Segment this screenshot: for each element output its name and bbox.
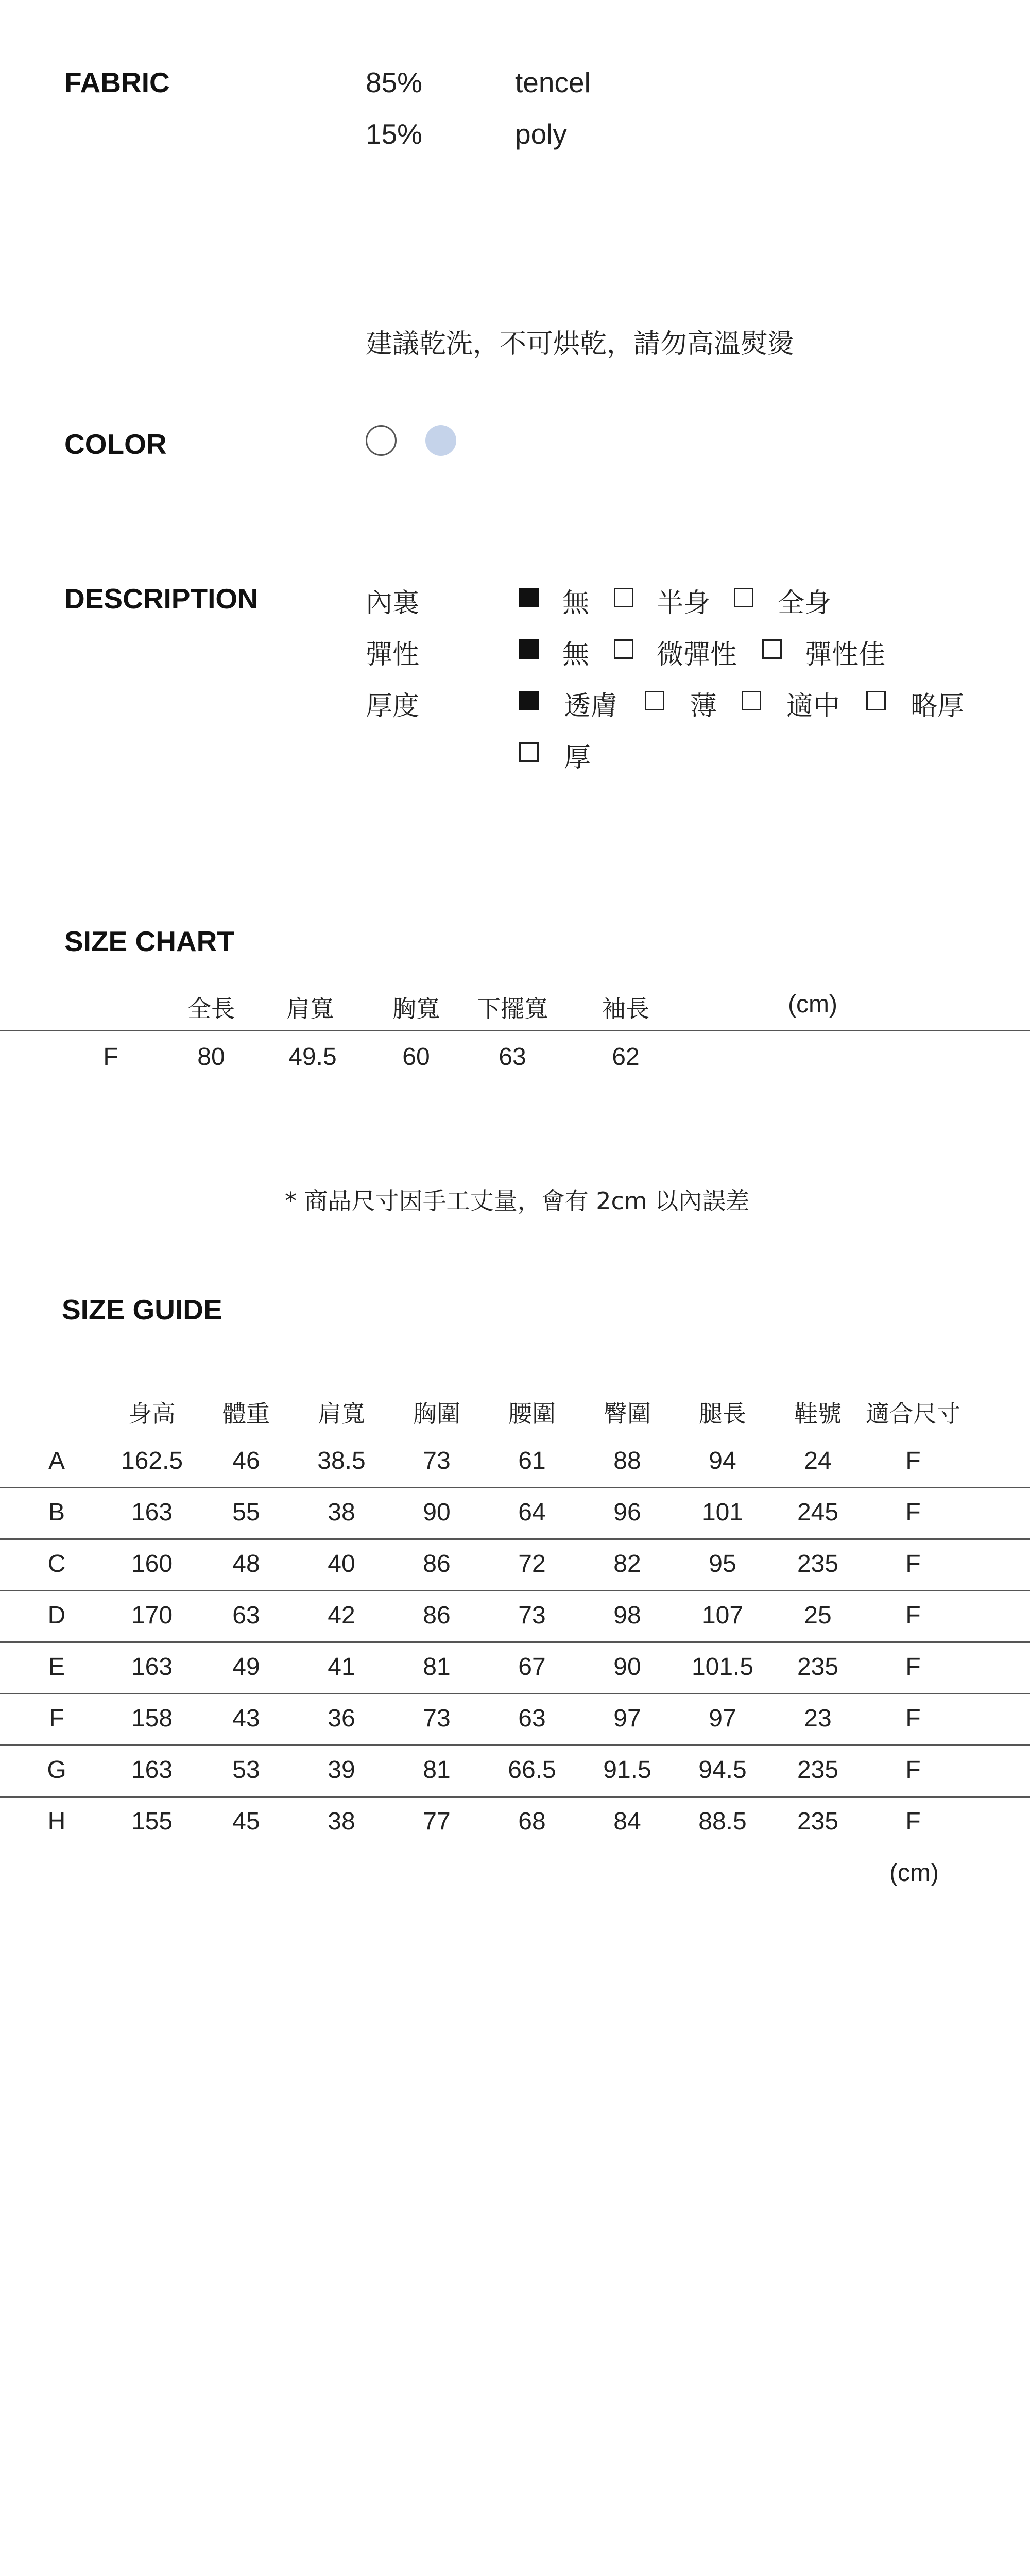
size-guide-cell: 101 (701, 1499, 744, 1526)
option-elasticity-slight: 微彈性 (657, 639, 737, 670)
description-title: DESCRIPTION (64, 583, 258, 615)
size-guide-row-label: D (47, 1602, 66, 1629)
size-chart-header: 胸寬 (392, 995, 440, 1023)
size-guide-cell: 67 (518, 1653, 546, 1681)
size-guide-cell: F (905, 1756, 921, 1784)
size-guide-cell: 81 (423, 1756, 451, 1784)
size-guide-cell: 162.5 (121, 1447, 183, 1475)
size-guide-row-label: C (47, 1550, 66, 1578)
size-guide-row-label: B (48, 1499, 65, 1526)
option-thickness-sheer: 透膚 (564, 691, 618, 722)
size-guide-cell: 63 (232, 1602, 260, 1629)
option-elasticity-none: 無 (562, 639, 590, 670)
size-guide-divider (0, 1796, 1030, 1798)
size-chart-cell: 60 (402, 1043, 430, 1071)
size-guide-cell: F (905, 1550, 921, 1578)
size-guide-cell: 95 (709, 1550, 736, 1578)
checkbox-thickness-medium (742, 691, 761, 710)
size-guide-cell: 90 (423, 1499, 451, 1526)
size-guide-cell: 73 (423, 1447, 451, 1475)
size-guide-cell: 49 (232, 1653, 260, 1681)
size-chart-divider (0, 1030, 1030, 1031)
size-guide-unit: (cm) (889, 1859, 939, 1887)
checkbox-lining-full (734, 588, 753, 607)
size-guide-cell: 86 (423, 1550, 451, 1578)
size-guide-cell: 98 (613, 1602, 641, 1629)
size-guide-header: 胸圍 (413, 1400, 460, 1428)
size-guide-divider (0, 1693, 1030, 1694)
size-guide-cell: 235 (797, 1808, 839, 1835)
size-guide-cell: 63 (518, 1705, 546, 1732)
size-guide-cell: F (905, 1705, 921, 1732)
checkbox-elasticity-slight (614, 639, 633, 659)
size-guide-cell: 155 (131, 1808, 173, 1835)
size-chart-cell: 80 (197, 1043, 225, 1071)
option-thickness-thick: 厚 (564, 742, 591, 773)
size-guide-cell: 25 (804, 1602, 832, 1629)
size-chart-note: * 商品尺寸因手工丈量，會有 2cm 以內誤差 (285, 1187, 750, 1215)
size-guide-header: 適合尺寸 (866, 1400, 960, 1428)
size-chart-size-label: F (103, 1043, 118, 1071)
size-guide-header: 身高 (128, 1400, 176, 1428)
size-guide-divider (0, 1487, 1030, 1488)
size-guide-cell: 73 (518, 1602, 546, 1629)
size-chart-header: 下擺寬 (477, 995, 548, 1023)
size-guide-cell: 46 (232, 1447, 260, 1475)
size-guide-cell: 66.5 (508, 1756, 556, 1784)
size-guide-cell: 45 (232, 1808, 260, 1835)
size-guide-header: 體重 (222, 1400, 270, 1428)
option-lining-half: 半身 (657, 588, 711, 619)
desc-label-thickness: 厚度 (366, 691, 420, 722)
size-guide-cell: 94.5 (698, 1756, 747, 1784)
size-guide-header: 肩寬 (318, 1400, 365, 1428)
size-chart-header: 肩寬 (286, 995, 334, 1023)
desc-label-lining: 內裏 (366, 588, 420, 619)
size-guide-header: 腰圍 (508, 1400, 556, 1428)
checkbox-thickness-thick (519, 742, 539, 762)
size-guide-title: SIZE GUIDE (62, 1294, 222, 1326)
size-guide-row-label: F (49, 1705, 64, 1732)
option-elasticity-good: 彈性佳 (805, 639, 886, 670)
size-guide-cell: 73 (423, 1705, 451, 1732)
size-guide-cell: 81 (423, 1653, 451, 1681)
checkbox-thickness-slightly-thick (866, 691, 886, 710)
size-guide-cell: F (905, 1653, 921, 1681)
size-guide-cell: 38.5 (317, 1447, 366, 1475)
size-guide-header: 腿長 (699, 1400, 746, 1428)
fabric-pct-2: 15% (366, 118, 423, 150)
size-guide-cell: F (905, 1602, 921, 1629)
fabric-pct-1: 85% (366, 66, 423, 98)
size-guide-cell: 53 (232, 1756, 260, 1784)
size-guide-cell: 24 (804, 1447, 832, 1475)
color-swatch-light-blue[interactable] (425, 425, 456, 456)
size-guide-cell: 163 (131, 1653, 173, 1681)
checkbox-lining-half (614, 588, 633, 607)
size-guide-cell: 41 (328, 1653, 355, 1681)
size-guide-cell: F (905, 1499, 921, 1526)
size-guide-cell: 107 (701, 1602, 744, 1629)
size-guide-cell: 160 (131, 1550, 173, 1578)
size-guide-cell: 23 (804, 1705, 832, 1732)
size-guide-cell: 40 (328, 1550, 355, 1578)
fabric-name-1: tencel (515, 66, 591, 98)
size-guide-header: 臀圍 (604, 1400, 651, 1428)
size-guide-cell: 38 (328, 1808, 355, 1835)
size-guide-header: 鞋號 (794, 1400, 842, 1428)
color-title: COLOR (64, 428, 167, 460)
size-chart-title: SIZE CHART (64, 925, 234, 957)
size-chart-header: 全長 (187, 995, 235, 1023)
size-chart-cell: 63 (499, 1043, 526, 1071)
size-guide-cell: 88.5 (698, 1808, 747, 1835)
checkbox-elasticity-none (519, 639, 539, 659)
checkbox-elasticity-good (762, 639, 782, 659)
size-guide-cell: 170 (131, 1602, 173, 1629)
size-guide-row-label: E (48, 1653, 65, 1681)
fabric-title: FABRIC (64, 66, 170, 98)
size-guide-cell: 94 (709, 1447, 736, 1475)
checkbox-lining-none (519, 588, 539, 607)
size-guide-cell: 42 (328, 1602, 355, 1629)
size-chart-cell: 62 (612, 1043, 640, 1071)
color-swatch-white[interactable] (366, 425, 397, 456)
size-chart-cell: 49.5 (288, 1043, 337, 1071)
size-guide-cell: 77 (423, 1808, 451, 1835)
size-guide-cell: 43 (232, 1705, 260, 1732)
size-guide-cell: 84 (613, 1808, 641, 1835)
size-guide-divider (0, 1744, 1030, 1746)
size-guide-row-label: G (47, 1756, 66, 1784)
size-guide-cell: 86 (423, 1602, 451, 1629)
size-guide-row-label: H (47, 1808, 66, 1835)
size-chart-unit: (cm) (788, 991, 837, 1018)
size-guide-cell: 48 (232, 1550, 260, 1578)
checkbox-thickness-sheer (519, 691, 539, 710)
size-guide-cell: 61 (518, 1447, 546, 1475)
option-thickness-slightly-thick: 略厚 (911, 691, 965, 722)
option-thickness-medium: 適中 (786, 691, 840, 722)
desc-label-elasticity: 彈性 (366, 639, 420, 670)
size-guide-cell: 101.5 (691, 1653, 754, 1681)
size-guide-cell: 55 (232, 1499, 260, 1526)
size-guide-cell: 68 (518, 1808, 546, 1835)
size-guide-cell: 97 (709, 1705, 736, 1732)
size-guide-divider (0, 1641, 1030, 1643)
size-guide-divider (0, 1590, 1030, 1591)
care-instructions: 建議乾洗，不可烘乾，請勿高溫熨燙 (366, 329, 795, 360)
size-guide-row-label: A (48, 1447, 65, 1475)
option-lining-full: 全身 (778, 588, 832, 619)
size-chart-header: 袖長 (602, 995, 649, 1023)
size-guide-cell: 82 (613, 1550, 641, 1578)
size-guide-cell: 235 (797, 1550, 839, 1578)
size-guide-cell: 96 (613, 1499, 641, 1526)
option-lining-none: 無 (562, 588, 590, 619)
size-guide-cell: 72 (518, 1550, 546, 1578)
size-guide-divider (0, 1538, 1030, 1540)
checkbox-thickness-thin (645, 691, 664, 710)
size-guide-cell: 36 (328, 1705, 355, 1732)
size-guide-cell: 235 (797, 1756, 839, 1784)
size-guide-cell: 38 (328, 1499, 355, 1526)
size-guide-cell: 235 (797, 1653, 839, 1681)
size-guide-cell: 90 (613, 1653, 641, 1681)
size-guide-cell: F (905, 1808, 921, 1835)
size-guide-cell: 91.5 (603, 1756, 651, 1784)
size-guide-cell: F (905, 1447, 921, 1475)
size-guide-cell: 158 (131, 1705, 173, 1732)
size-guide-cell: 97 (613, 1705, 641, 1732)
size-guide-cell: 245 (797, 1499, 839, 1526)
size-guide-cell: 64 (518, 1499, 546, 1526)
fabric-name-2: poly (515, 118, 567, 150)
size-guide-cell: 163 (131, 1499, 173, 1526)
size-guide-cell: 39 (328, 1756, 355, 1784)
size-guide-cell: 88 (613, 1447, 641, 1475)
option-thickness-thin: 薄 (690, 691, 717, 722)
size-guide-cell: 163 (131, 1756, 173, 1784)
